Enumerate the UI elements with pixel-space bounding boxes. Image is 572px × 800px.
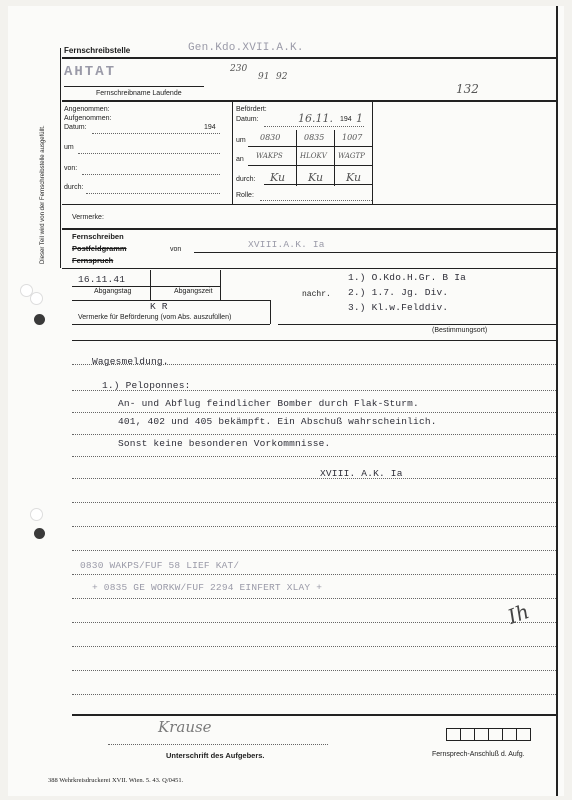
befoerdert-label: Befördert:	[236, 106, 267, 113]
body-line-4: 401, 402 und 405 bekämpft. Ein Abschuß wahrscheinlich.	[118, 416, 437, 427]
sent-recipient-1: WAKPS	[256, 152, 283, 160]
margin-scribble: Ih	[504, 599, 533, 629]
msg-type-fernspruch: Fernspruch	[72, 256, 114, 265]
sent-datum-label: Datum:	[236, 116, 259, 123]
sent-durch-label: durch:	[236, 176, 256, 183]
bestimmungsort-label: (Bestimmungsort)	[432, 327, 488, 334]
fernschreibname-stamp: AHTAT	[64, 64, 117, 80]
handwritten-corner: 132	[456, 82, 479, 96]
body-signature: XVIII. A.K. Ia	[320, 468, 403, 479]
signature-label: Unterschrift des Aufgebers.	[166, 751, 265, 760]
sent-recipient-3: WAGTP	[338, 152, 365, 160]
overtype-line-1: 0830 WAKPS/FUF 58 LIEF KAT/	[80, 560, 240, 571]
date-sent: 16.11.41	[78, 274, 126, 285]
sent-an-label: an	[236, 156, 244, 163]
body-line-3: An- und Abflug feindlicher Bomber durch Flak-Sturm.	[118, 398, 419, 409]
sent-operator-3: Ku	[346, 171, 362, 184]
body-line-1: Wagesmeldung.	[92, 356, 169, 367]
abgangszeit-label: Abgangszeit	[174, 288, 213, 295]
sent-time-1: 0830	[260, 133, 281, 142]
printer-footer: 388 Wehrkreisdruckerei XVII. Wien. 5. 43. Q/0451.	[48, 777, 184, 784]
msg-type-postfeldgramm: Postfeldgramm	[72, 244, 127, 253]
angenommen-label: Angenommen:	[64, 106, 110, 113]
abgangstag-label: Abgangstag	[94, 288, 132, 295]
sent-operator-2: Ku	[308, 171, 324, 184]
rolle-label: Rolle:	[236, 192, 254, 199]
nachr-label: nachr.	[302, 290, 331, 299]
sent-operator-1: Ku	[270, 171, 286, 184]
recipient-typed-3: 3.) Kl.w.Felddiv.	[348, 302, 449, 313]
sent-time-3: 1007	[342, 133, 363, 142]
sent-date-year: 194	[340, 116, 352, 123]
signature-scribble: Krause	[158, 718, 212, 736]
msg-type-fernschreiben: Fernschreiben	[72, 232, 124, 241]
sent-date-day: 16.11.	[298, 112, 333, 125]
punch-hole	[30, 508, 43, 521]
teletype-form-sheet	[8, 6, 564, 796]
top-stamp: Gen.Kdo.XVII.A.K.	[188, 42, 304, 54]
handwritten-num2: 91	[258, 72, 270, 82]
phone-label: Fernsprech-Anschluß d. Aufg.	[432, 751, 525, 758]
receive-um-label: um	[64, 144, 74, 151]
fernschreibname-label: Fernschreibname Laufende	[96, 90, 182, 97]
form-title: Fernschreibstelle	[64, 46, 131, 55]
receive-von-label: von:	[64, 165, 78, 172]
body-line-5: Sonst keine besonderen Vorkommnisse.	[118, 438, 331, 449]
receive-datum-label: Datum:	[64, 124, 87, 131]
von-label: von	[170, 246, 182, 253]
punch-hole	[34, 314, 45, 325]
from-value: XVIII.A.K. Ia	[248, 239, 325, 250]
vermerke-befoerderung-label: Vermerke für Beförderung (vom Abs. auszufüllen)	[78, 314, 232, 321]
vermerke-label: Vermerke:	[72, 214, 104, 221]
punch-hole	[34, 528, 45, 539]
receive-year: 194	[204, 124, 216, 131]
sent-time-2: 0835	[304, 133, 325, 142]
punch-hole	[30, 292, 43, 305]
sidebar-note: Dieser Teil wird von der Fernschreibstelle ausgefüllt.	[40, 125, 46, 264]
sent-year-digit: 1	[356, 112, 363, 125]
aufgenommen-label: Aufgenommen:	[64, 115, 112, 122]
receive-durch-label: durch:	[64, 184, 84, 191]
sent-recipient-2: HLOKV	[300, 152, 327, 160]
recipient-typed-1: 1.) O.Kdo.H.Gr. B Ia	[348, 272, 467, 283]
sent-um-label: um	[236, 137, 246, 144]
overtype-line-2: + 0835 GE WORKW/FUF 2294 EINFERT XLAY +	[92, 582, 323, 593]
body-line-2: 1.) Peloponnes:	[102, 380, 191, 391]
recipient-typed-2: 2.) 1.7. Jg. Div.	[348, 287, 449, 298]
priority: K R	[150, 301, 168, 312]
handwritten-num1: 230	[230, 64, 248, 74]
handwritten-num3: 92	[276, 72, 288, 82]
